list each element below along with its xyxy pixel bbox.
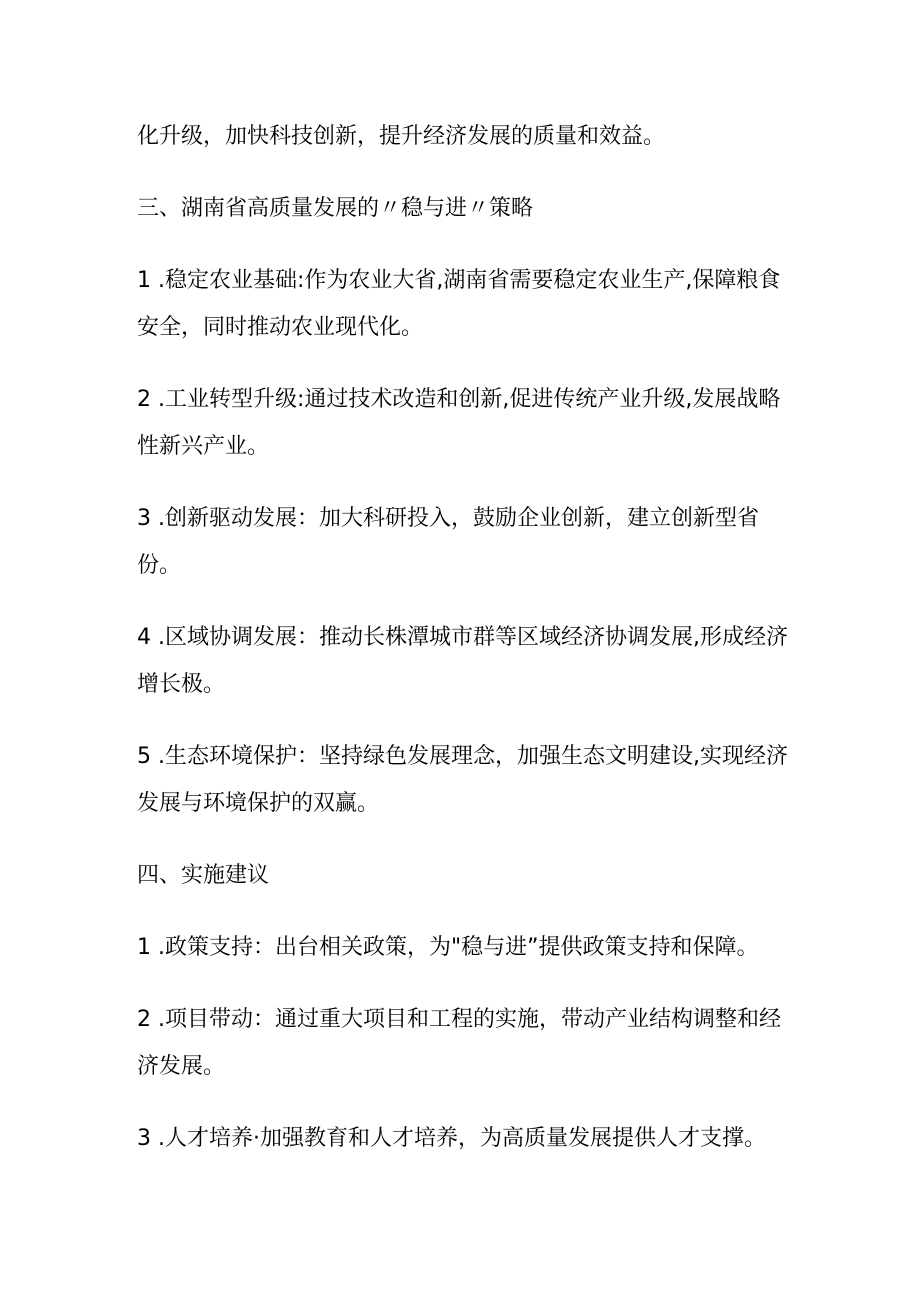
list-item-policy: 1 .政策支持：出台相关政策，为"稳与进”提供政策支持和保障。 — [137, 935, 759, 960]
list-item-innovation: 3 .创新驱动发展：加大科研投入，鼓励企业创新，建立创新型省份。 — [137, 506, 759, 578]
list-item-industry: 2 .工业转型升级:通过技术改造和创新,促进传统产业升级,发展战略性新兴产业。 — [137, 387, 781, 459]
list-item-regional: 4 .区域协调发展：推动长株潭城市群等区域经济协调发展,形成经济增长极。 — [137, 625, 788, 697]
section-heading-implementation: 四、实施建议 — [137, 863, 270, 888]
list-item-agriculture: 1 .稳定农业基础:作为农业大省,湖南省需要稳定农业生产,保障粮食安全，同时推动农业现代化。 — [137, 268, 781, 340]
list-item-talent: 3 .人才培养·加强教育和人才培养，为高质量发展提供人才支撑。 — [137, 1126, 766, 1151]
paragraph-continuation: 化升级，加快科技创新，提升经济发展的质量和效益。 — [137, 124, 666, 149]
document-body — [137, 113, 797, 1187]
section-heading-strategy: 三、湖南省高质量发展的〃稳与进〃策略 — [137, 196, 534, 221]
list-item-projects: 2 .项目带动：通过重大项目和工程的实施，带动产业结构调整和经济发展。 — [137, 1007, 781, 1079]
list-item-ecology: 5 .生态环境保护：坚持绿色发展理念，加强生态文明建设,实现经济发展与环境保护的双赢。 — [137, 744, 788, 816]
